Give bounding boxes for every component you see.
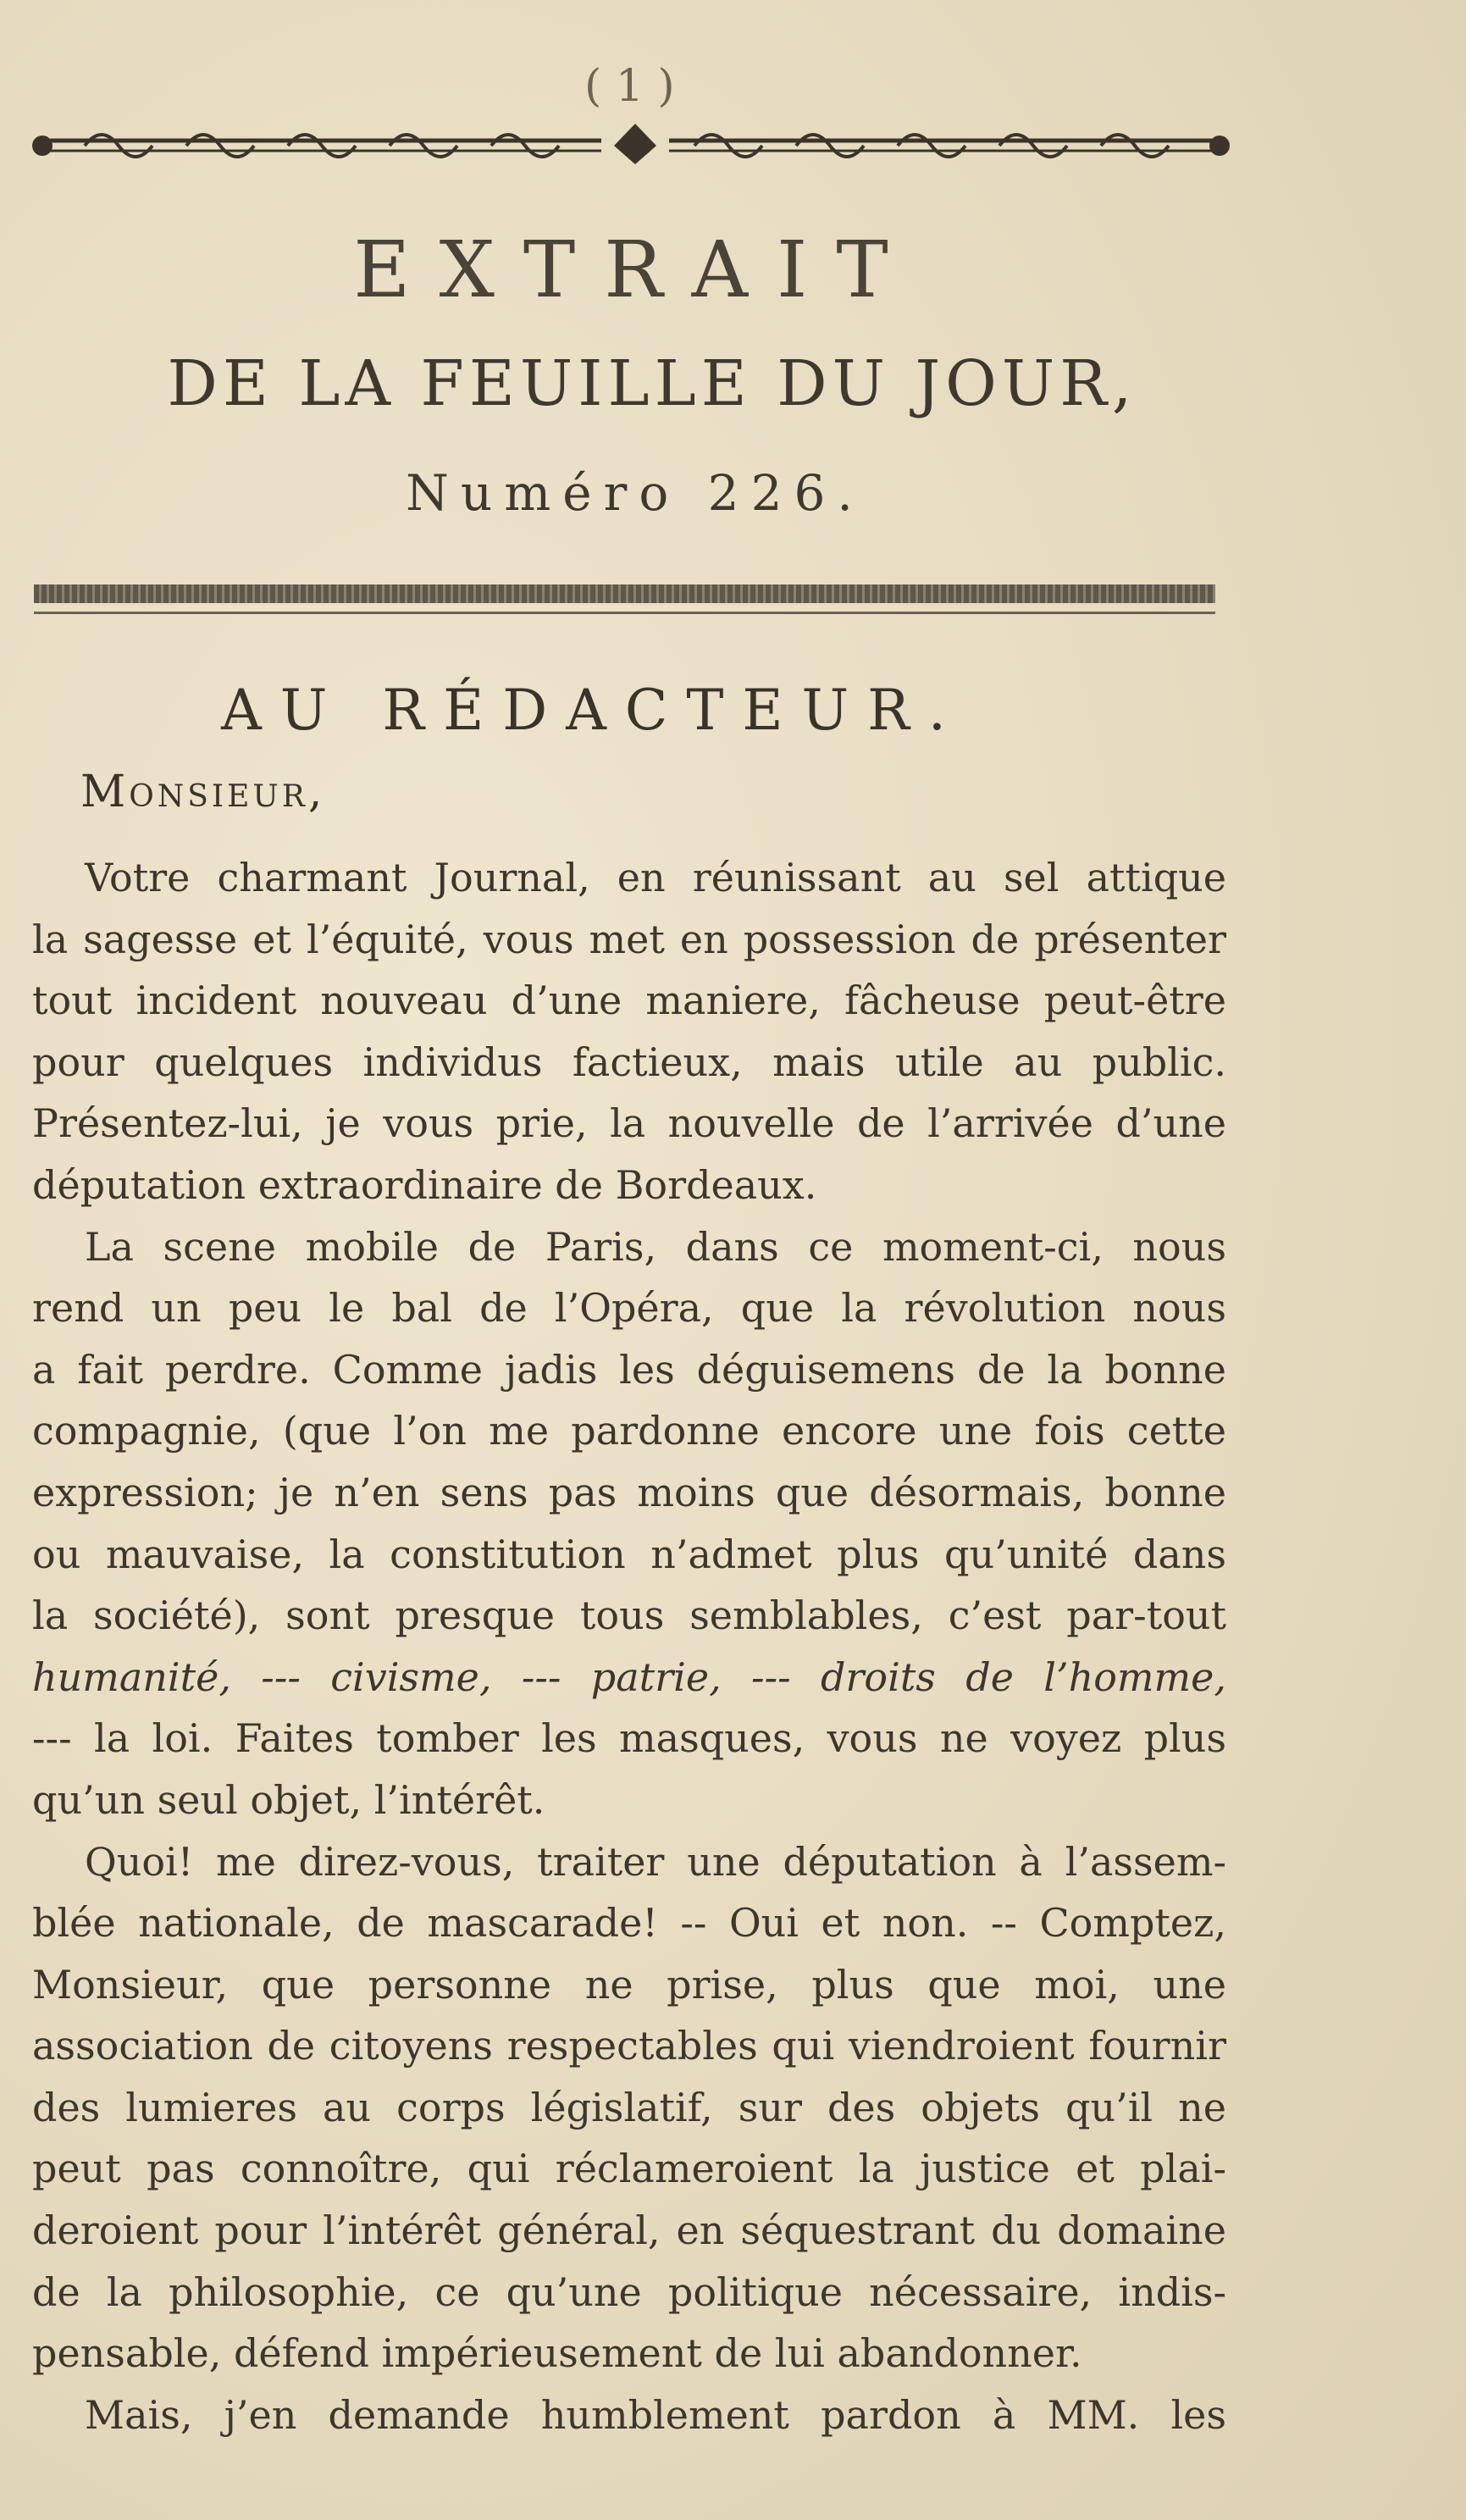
text-line: pour quelques individus factieux, mais utile au public. xyxy=(32,1038,1226,1085)
page-title: EXTRAIT xyxy=(353,224,917,315)
text-line: Votre charmant Journal, en réunissant au sel attique xyxy=(85,855,1226,900)
text-line: la sagesse et l’équité, vous met en possession de présenter xyxy=(32,916,1226,962)
publication-subtitle: DE LA FEUILLE DU JOUR, xyxy=(167,347,1137,420)
text-line: compagnie, (que l’on me pardonne encore une fois cette xyxy=(32,1408,1226,1454)
decorative-border-ornament xyxy=(17,108,1236,168)
text-line: association de citoyens respectables qui viendroient fournir xyxy=(32,2023,1226,2069)
text-line: la société), sont presque tous semblables, c’est par-tout xyxy=(32,1592,1226,1639)
text-line: blée nationale, de mascarade! -- Oui et non. -- Comptez, xyxy=(32,1900,1226,1947)
text-line: peut pas connoître, qui réclameroient la justice et plai- xyxy=(32,2146,1226,2192)
text-line: Présentez-lui, je vous prie, la nouvelle de l’arrivée d’une xyxy=(32,1100,1226,1147)
article-body xyxy=(32,847,1226,2445)
heavy-divider xyxy=(34,584,1215,603)
text-line: deroient pour l’intérêt général, en séquestrant du domaine xyxy=(32,2207,1226,2254)
text-line: Mais, j’en demande humblement pardon à MM. les xyxy=(85,2391,1226,2438)
text-line: rend un peu le bal de l’Opéra, que la révolution nous xyxy=(32,1285,1226,1332)
text-line: a fait perdre. Comme jadis les déguisemens de la bonne xyxy=(32,1346,1226,1393)
text-line: ou mauvaise, la constitution n’admet plus qu’unité dans xyxy=(32,1531,1226,1577)
text-line: Monsieur, que personne ne prise, plus que moi, une xyxy=(32,1961,1226,2008)
text-line: députation extraordinaire de Bordeaux. xyxy=(32,1161,817,1208)
text-line: des lumieres au corps législatif, sur des objets qu’il ne xyxy=(32,2084,1226,2130)
text-line: La scene mobile de Paris, dans ce moment-ci, nous xyxy=(85,1223,1226,1270)
issue-number: Numéro 226. xyxy=(406,464,865,522)
thin-divider xyxy=(34,612,1215,614)
page-number: ( 1 ) xyxy=(584,61,675,112)
salutation: Monsieur, xyxy=(80,767,326,817)
text-line: --- la loi. Faites tomber les masques, vous ne voyez plus xyxy=(32,1715,1226,1762)
text-line: pensable, défend impérieusement de lui abandonner. xyxy=(32,2330,1082,2377)
article-heading: AU RÉDACTEUR. xyxy=(221,678,965,743)
text-line: qu’un seul objet, l’intérêt. xyxy=(32,1776,545,1823)
text-line: expression; je n’en sens pas moins que désormais, bonne xyxy=(32,1469,1226,1515)
text-line: Quoi! me direz-vous, traiter une députation à l’assem- xyxy=(85,1838,1226,1885)
text-line: de la philosophie, ce qu’une politique nécessaire, indis- xyxy=(32,2268,1226,2315)
text-line: humanité, --- civisme, --- patrie, --- droits de l’homme, xyxy=(32,1653,1226,1700)
text-line: tout incident nouveau d’une maniere, fâcheuse peut-être xyxy=(32,978,1226,1024)
